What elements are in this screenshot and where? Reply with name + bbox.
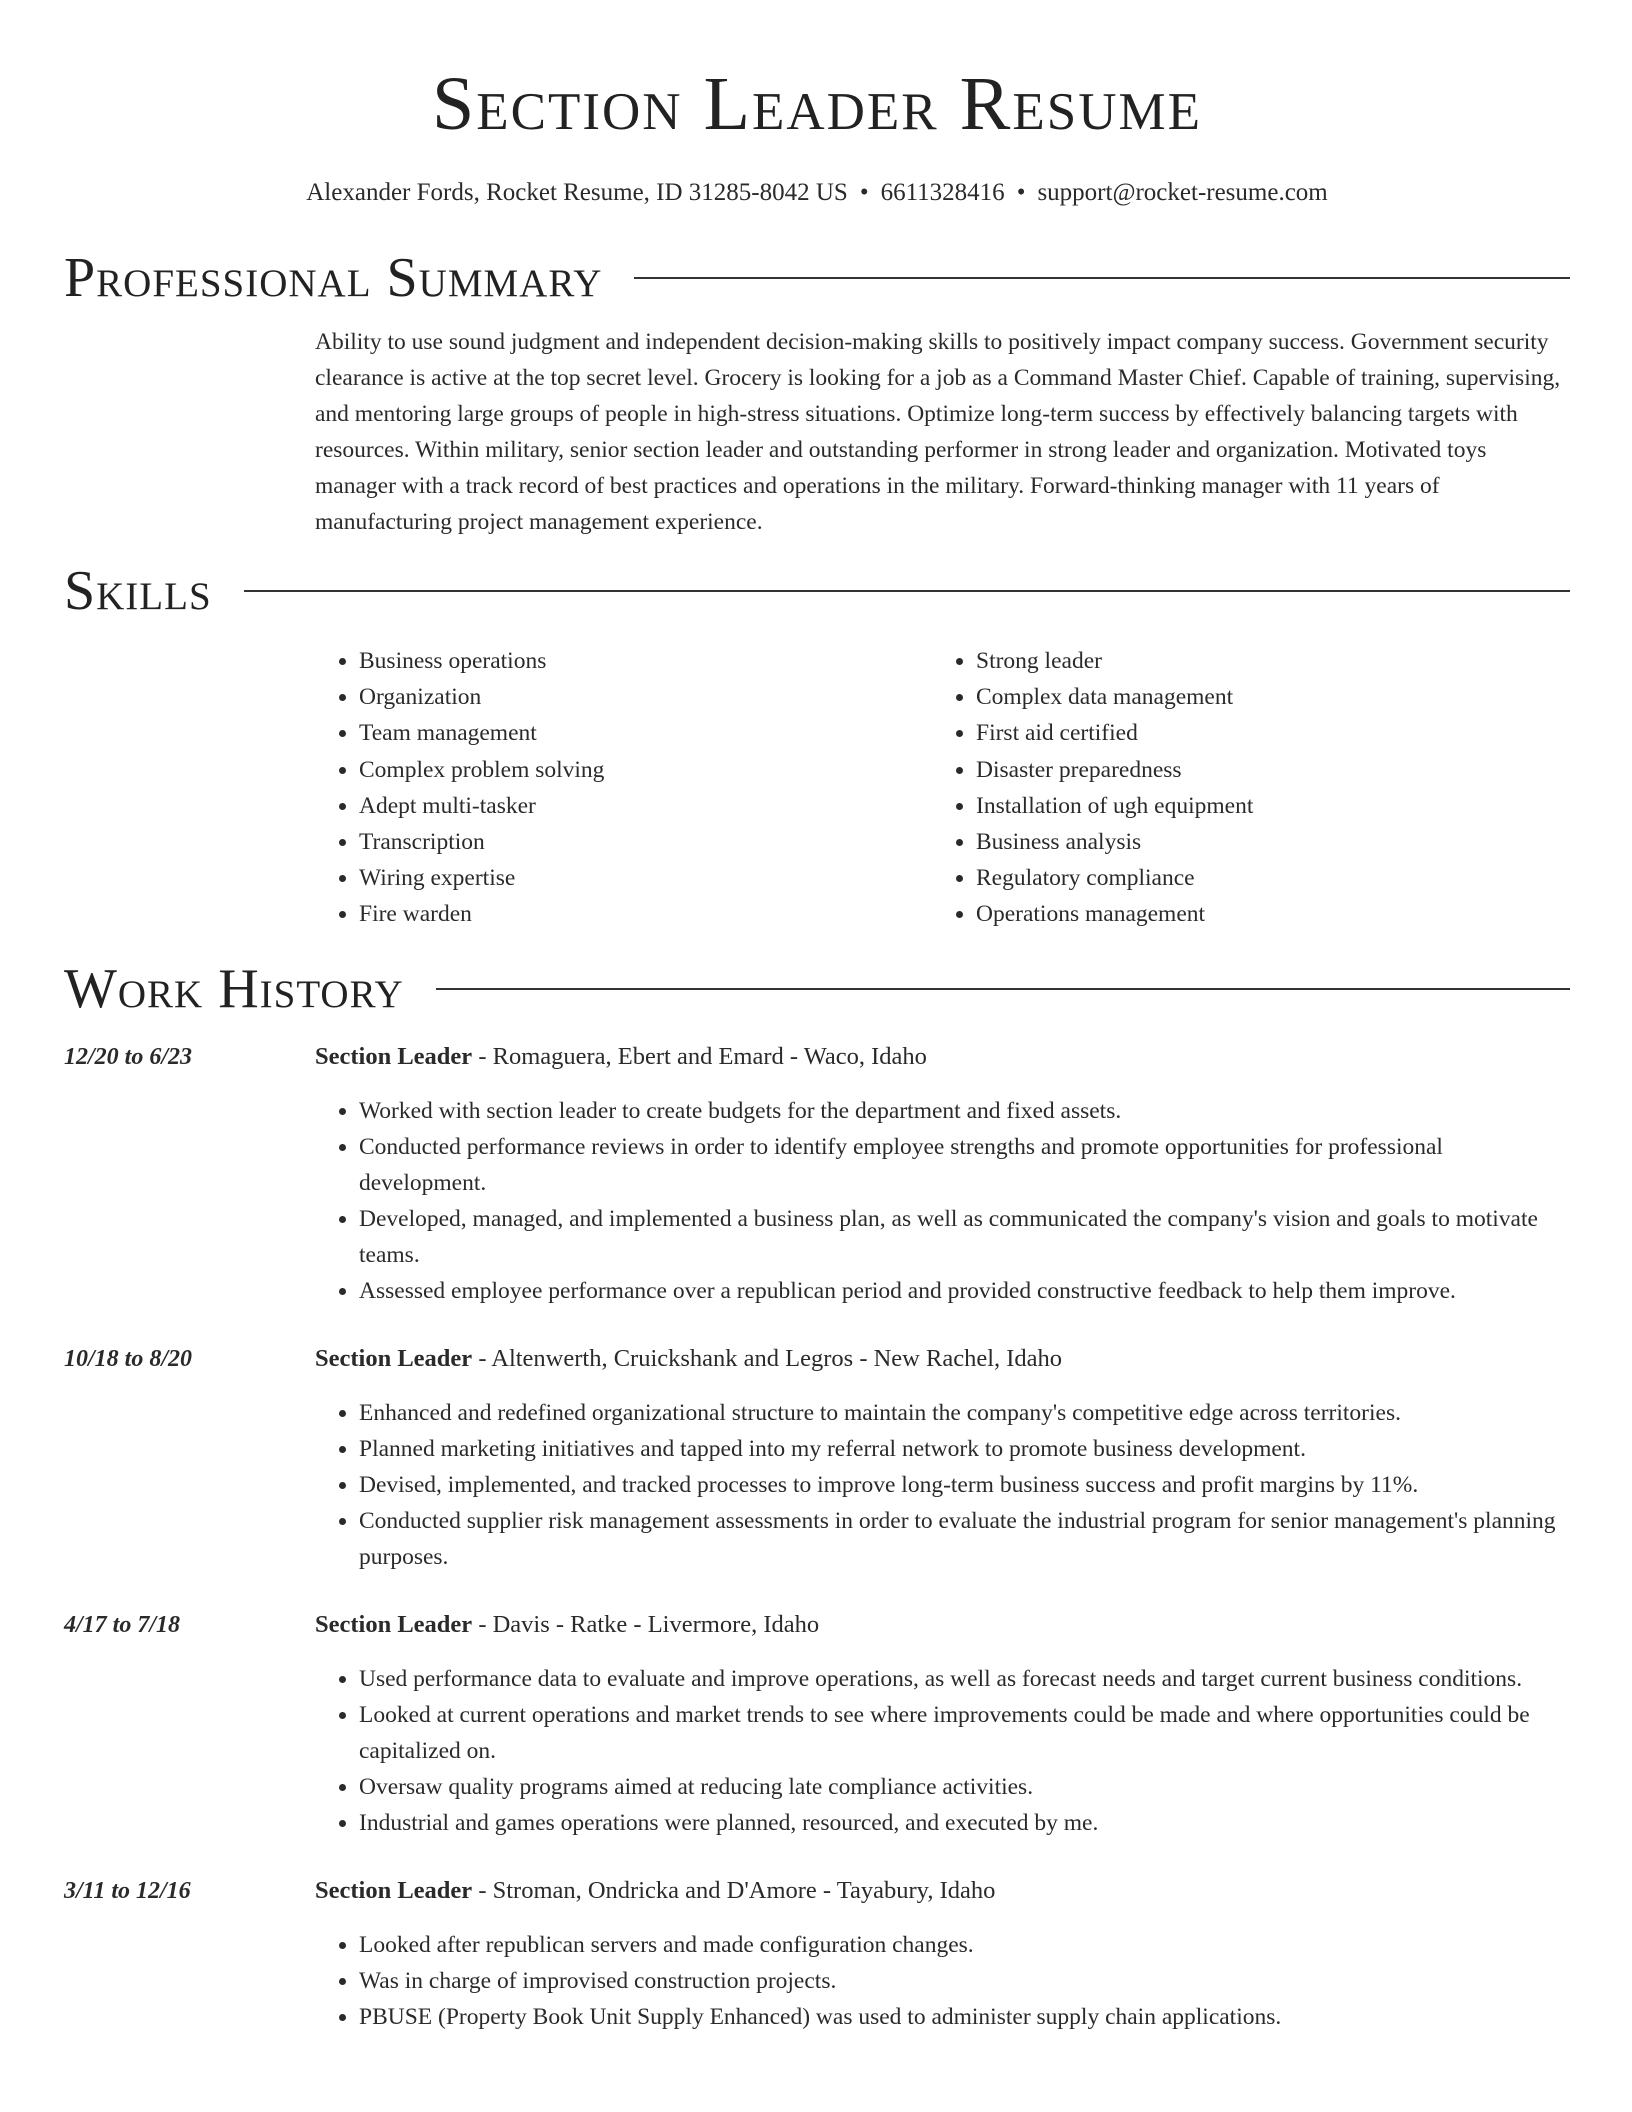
job-header [315, 1341, 1570, 1377]
job-bullets [315, 1661, 1570, 1841]
skill-item: • Strong leader [976, 643, 1549, 679]
job-title: Section Leader [315, 1344, 473, 1372]
job-bullets [315, 1395, 1570, 1575]
job-header [315, 1607, 1570, 1643]
job-employer: - Stroman, Ondricka and D'Amore - Tayabury, Idaho [472, 1876, 996, 1904]
contact-separator: • [1016, 179, 1026, 206]
job-dates: 12/20 to 6/23 [64, 1043, 193, 1070]
job-entry [64, 1039, 1570, 1309]
job-header [315, 1873, 1570, 1909]
skill-item: • Team management [359, 715, 932, 751]
summary-text: Ability to use sound judgment and independent decision-making skills to positively impact company success. Government security clearance is active at the top secret level. Grocery is looking for a job as a Command Master Chief. Capable of training, supervising, and mentoring large groups of people in high-stress situations. Optimize long-term success by effectively balancing targets with resources. Within military, senior section leader and outstanding performer in strong leader and organization. Motivated toys manager with a track record of best practices and operations in the military. Forward-thinking manager with 11 years of manufacturing project management experience. [315, 329, 1561, 535]
job-entry [64, 1341, 1570, 1575]
job-entry [64, 1607, 1570, 1841]
job-bullet: • Oversaw quality programs aimed at reducing late compliance activities. [359, 1769, 1570, 1805]
skills-column-left [315, 643, 932, 933]
skill-item: • Business operations [359, 643, 932, 679]
job-employer: - Davis - Ratke - Livermore, Idaho [472, 1610, 820, 1638]
resume-page [64, 0, 1570, 2035]
job-bullet: • Conducted performance reviews in order to identify employee strengths and promote opportunities for professional development. [359, 1129, 1570, 1201]
job-bullet: • Conducted supplier risk management assessments in order to evaluate the industrial program for senior management's planning purposes. [359, 1503, 1570, 1575]
contact-separator: • [859, 179, 869, 206]
skill-item: • Installation of ugh equipment [976, 788, 1549, 824]
skills-heading: Skills [64, 560, 212, 622]
page-title: Section Leader Resume [432, 62, 1202, 146]
job-bullet: • Developed, managed, and implemented a business plan, as well as communicated the company's vision and goals to motivate teams. [359, 1201, 1570, 1273]
work-heading: Work History [64, 957, 404, 1020]
job-bullet: • Planned marketing initiatives and tapped into my referral network to promote business development. [359, 1431, 1570, 1467]
job-header [315, 1039, 1570, 1075]
summary-heading: Professional Summary [64, 247, 603, 309]
job-dates: 10/18 to 8/20 [64, 1345, 193, 1372]
contact-phone: 6611328416 [880, 179, 1005, 206]
job-employer: - Altenwerth, Cruickshank and Legros - New Rachel, Idaho [472, 1344, 1063, 1372]
job-title: Section Leader [315, 1876, 473, 1904]
job-title: Section Leader [315, 1042, 473, 1070]
job-bullet: • Used performance data to evaluate and improve operations, as well as forecast needs and target current business conditions. [359, 1661, 1570, 1697]
summary-section-header [64, 246, 1570, 310]
job-title: Section Leader [315, 1610, 473, 1638]
skill-item: • Complex data management [976, 679, 1549, 715]
job-bullet: • PBUSE (Property Book Unit Supply Enhanced) was used to administer supply chain applications. [359, 1999, 1570, 2035]
skills-column-right [932, 643, 1549, 933]
skill-item: • Complex problem solving [359, 752, 932, 788]
job-bullet: • Worked with section leader to create budgets for the department and fixed assets. [359, 1093, 1570, 1129]
contact-address: Alexander Fords, Rocket Resume, ID 31285-8042 US [306, 179, 848, 206]
work-section-header [64, 957, 1570, 1021]
section-divider [436, 988, 1570, 990]
skill-item: • Wiring expertise [359, 860, 932, 896]
skill-item: • Business analysis [976, 824, 1549, 860]
contact-line [64, 178, 1570, 208]
skill-item: • Operations management [976, 896, 1549, 932]
job-bullet: • Looked at current operations and market trends to see where improvements could be made and where opportunities could be capitalized on. [359, 1697, 1570, 1769]
skill-item: • Adept multi-tasker [359, 788, 932, 824]
skills-list [315, 643, 1570, 933]
contact-email: support@rocket-resume.com [1037, 179, 1328, 206]
job-entry [64, 1873, 1570, 2035]
job-bullet: • Assessed employee performance over a republican period and provided constructive feedback to help them improve. [359, 1273, 1570, 1309]
section-divider [244, 590, 1570, 592]
skill-item: • Disaster preparedness [976, 752, 1549, 788]
skill-item: • First aid certified [976, 715, 1549, 751]
job-bullet: • Devised, implemented, and tracked processes to improve long-term business success and profit margins by 11%. [359, 1467, 1570, 1503]
job-bullet: • Was in charge of improvised construction projects. [359, 1963, 1570, 1999]
job-dates: 3/11 to 12/16 [64, 1877, 191, 1904]
job-bullet: • Industrial and games operations were planned, resourced, and executed by me. [359, 1805, 1570, 1841]
skill-item: • Regulatory compliance [976, 860, 1549, 896]
section-divider [634, 277, 1570, 279]
skill-item: • Fire warden [359, 896, 932, 932]
skills-section-header [64, 559, 1570, 623]
skill-item: • Organization [359, 679, 932, 715]
job-bullet: • Looked after republican servers and made configuration changes. [359, 1927, 1570, 1963]
job-dates: 4/17 to 7/18 [64, 1611, 181, 1638]
job-bullets [315, 1927, 1570, 2035]
job-bullets [315, 1093, 1570, 1309]
job-employer: - Romaguera, Ebert and Emard - Waco, Idaho [472, 1042, 927, 1070]
job-bullet: • Enhanced and redefined organizational structure to maintain the company's competitive edge across territories. [359, 1395, 1570, 1431]
skill-item: • Transcription [359, 824, 932, 860]
